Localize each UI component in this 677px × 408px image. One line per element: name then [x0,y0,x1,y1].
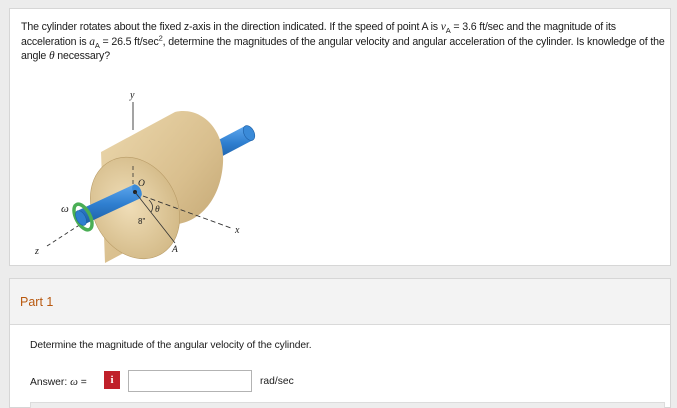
x-axis-label: x [235,225,240,236]
point-o-label: O [138,179,145,189]
y-axis-label: y [130,90,135,101]
problem-text-3: , determine the magnitudes of the angular velocity and angular acceleration of the cylinder. Is knowledge of the angle [21,35,665,63]
answer-label [30,376,87,388]
theta-label: θ [155,205,160,215]
answer-input[interactable] [128,370,252,392]
omega-label: ω [61,203,69,215]
theta-symbol: θ [48,50,55,63]
question-text: Determine the magnitude of the angular velocity of the cylinder. [30,340,312,351]
part-1-card [9,278,671,408]
aa-subscript: A [94,40,100,50]
va-subscript: A [445,26,451,36]
next-section-edge [30,402,665,408]
problem-card [9,8,671,266]
omega-symbol: ω [70,376,78,388]
point-a-label: A [172,245,178,255]
dimension-label: 8" [138,217,146,226]
info-icon[interactable]: i [104,371,120,389]
va-symbol: v [440,21,446,33]
aa-superscript: 2 [158,33,163,43]
answer-equals: = [77,377,87,388]
part-title: Part 1 [20,295,54,309]
problem-text-2: = 3.6 ft/sec and the magnitude of its acceleration is [21,21,616,48]
problem-text-1: The cylinder rotates about the fixed z-axis in the direction indicated. If the speed of point A is [21,21,441,33]
aa-value: = 26.5 ft/sec [99,35,159,48]
problem-statement [21,20,666,64]
cylinder-figure [25,88,275,263]
z-axis-line [47,224,81,246]
part-header [10,279,670,325]
unit-label: rad/sec [260,376,294,387]
answer-label-text: Answer: [30,377,71,388]
problem-text-4: necessary? [54,50,110,63]
z-axis-label: z [35,246,39,257]
aa-symbol: a [89,35,95,48]
